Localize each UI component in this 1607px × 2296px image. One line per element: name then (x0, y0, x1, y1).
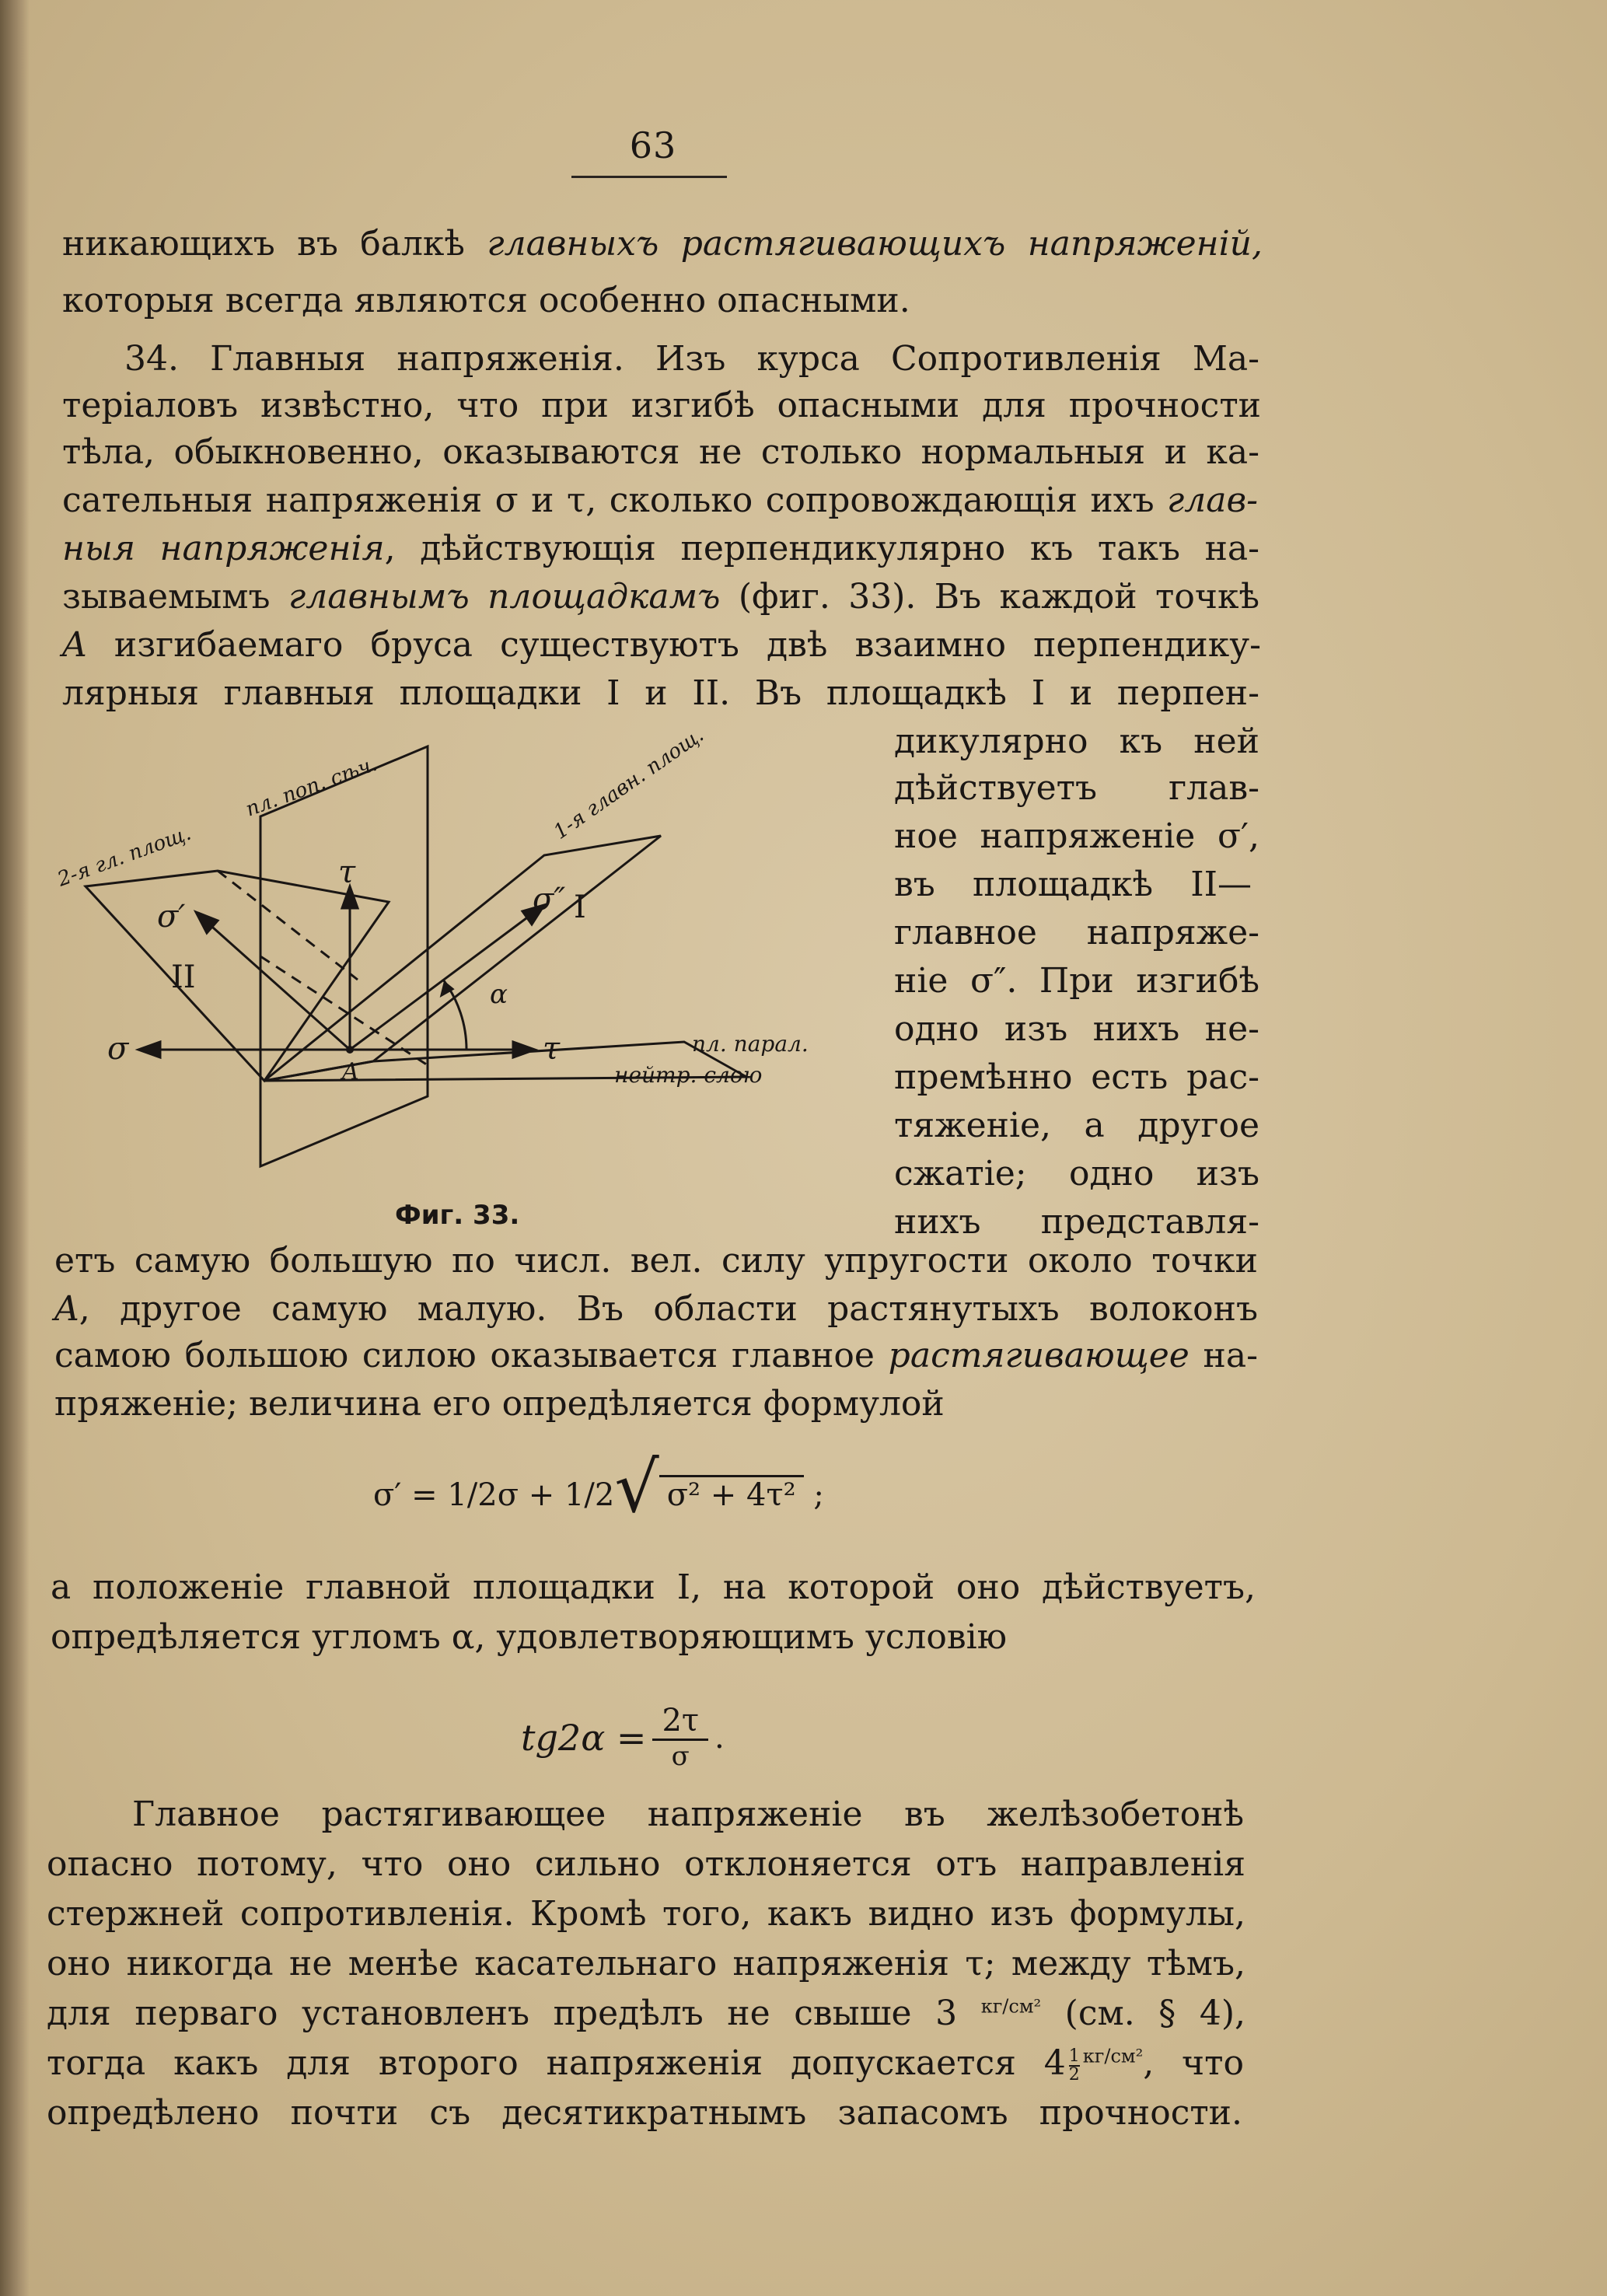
principal-plane-1 (264, 836, 661, 1081)
hidden-edge-3 (218, 871, 358, 980)
text-line-18: опасно потому, что оно сильно отклоняется отъ направленія (47, 1844, 1245, 1884)
label-plane-1: 1-я главн. площ. (549, 723, 708, 844)
formula-tg2alpha: tg2α = $\frac{2\tau}{\sigma}$ . (521, 1703, 725, 1772)
text-line-21: для перваго установленъ предѣлъ не свыше 3 $^{кг/см^2}$ (см. § 4), (47, 1994, 1245, 2033)
formula-sigma-prime: σ′ = 1/2σ + 1/2√ σ² + 4τ² ; (373, 1447, 824, 1529)
side-line-8: премѣнно есть рас- (894, 1057, 1259, 1097)
text-line-13: самою большою силою оказывается главное растягивающее на- (54, 1336, 1258, 1375)
text-line-23: опредѣлено почти съ десятикратнымъ запасомъ прочности. (47, 2093, 1242, 2133)
label-neutral-plane-1: пл. парал. (692, 1031, 809, 1057)
label-plane-2: 2-я гл. площ. (54, 821, 194, 892)
text-line-5: тѣла, обыкновенно, оказываются не столько нормальныя и ка- (62, 432, 1259, 472)
text-line-17: Главное растягивающее напряженіе въ желѣзобетонѣ (132, 1795, 1244, 1834)
text-line-2: которыя всегда являются особенно опасными. (62, 281, 910, 320)
text-line-1: никающихъ въ балкѣ главныхъ растягивающихъ напряженій, (62, 224, 1263, 264)
side-line-10: сжатіе; одно изъ (894, 1154, 1259, 1193)
side-line-1: дикулярно къ ней (894, 722, 1259, 761)
arrow-tau-right-head (513, 1042, 535, 1057)
text-line-20: оно никогда не менѣе касательнаго напряженія τ; между тѣмъ, (47, 1944, 1245, 1983)
section-heading-line: 34. Главныя напряженія. Изъ курса Сопротивленія Ма- (124, 339, 1259, 379)
text-line-19: стержней сопротивленія. Кромѣ того, какъ видно изъ формулы, (47, 1894, 1245, 1934)
label-neutral-plane-2: нейтр. слою (614, 1062, 763, 1088)
figure-33-diagram (54, 723, 863, 1174)
side-line-5: главное напряже- (894, 913, 1259, 952)
cross-section-plane (260, 746, 428, 1166)
text-line-14: пряженіе; величина его опредѣляется формулой (54, 1384, 945, 1424)
text-line-7: ныя напряженія, дѣйствующія перпендикулярно къ такъ на- (62, 529, 1260, 568)
side-line-4: въ площадкѣ II— (894, 865, 1252, 904)
text-line-10: лярныя главныя площадки I и II. Въ площадкѣ I и перпен- (62, 673, 1259, 713)
label-sigma-left: σ (107, 1031, 129, 1067)
text-line-22: тогда какъ для второго напряженія допускается 4 $\frac{1}{2}$ $^{кг/см^2}$, что (47, 2043, 1244, 2085)
side-line-2: дѣйствуетъ глав- (894, 768, 1259, 808)
text-line-6: сательныя напряженія σ и τ, сколько сопровождающія ихъ глав- (62, 481, 1258, 520)
text-line-16: опредѣляется угломъ α, удовлетворяющимъ условію (51, 1617, 1008, 1657)
page-number: 63 (629, 124, 677, 166)
label-roman-1: I (574, 889, 586, 925)
figure-caption: Фиг. 33. (395, 1200, 520, 1231)
side-line-7: одно изъ нихъ не- (894, 1009, 1259, 1049)
label-roman-2: II (171, 959, 196, 995)
text-line-9: A изгибаемаго бруса существуютъ двѣ взаимно перпендику- (62, 625, 1261, 665)
label-tau-right: τ (543, 1031, 561, 1067)
book-spine-shadow (0, 0, 30, 2296)
arrow-sigma-prime (206, 921, 350, 1050)
side-line-6: ніе σ″. При изгибѣ (894, 961, 1259, 1001)
label-point-a: A (342, 1058, 359, 1085)
side-line-11: нихъ представля- (894, 1202, 1259, 1242)
side-line-9: тяженіе, а другое (894, 1106, 1259, 1145)
label-tau-up: τ (338, 854, 356, 890)
label-sigma-dprime: σ″ (533, 882, 566, 917)
side-line-3: ное напряженіе σ′, (894, 816, 1259, 856)
label-cross-section-plane: пл. поп. сѣч. (243, 752, 381, 822)
text-line-11: етъ самую большую по числ. вел. силу упругости около точки (54, 1241, 1258, 1281)
text-line-8: зываемымъ главнымъ площадкамъ (фиг. 33). Въ каждой точкѣ (62, 577, 1260, 617)
text-line-15: а положеніе главной площадки I, на которой оно дѣйствуетъ, (51, 1567, 1256, 1607)
page-number-rule (571, 176, 727, 178)
label-alpha: α (490, 979, 508, 1010)
point-a-dot (346, 1046, 354, 1054)
text-line-12: A, другое самую малую. Въ области растянутыхъ волоконъ (54, 1289, 1258, 1329)
label-sigma-prime: σ′ (157, 899, 186, 935)
text-line-4: теріаловъ извѣстно, что при изгибѣ опасными для прочности (62, 386, 1261, 425)
arrow-sigma-left-head (138, 1042, 160, 1057)
